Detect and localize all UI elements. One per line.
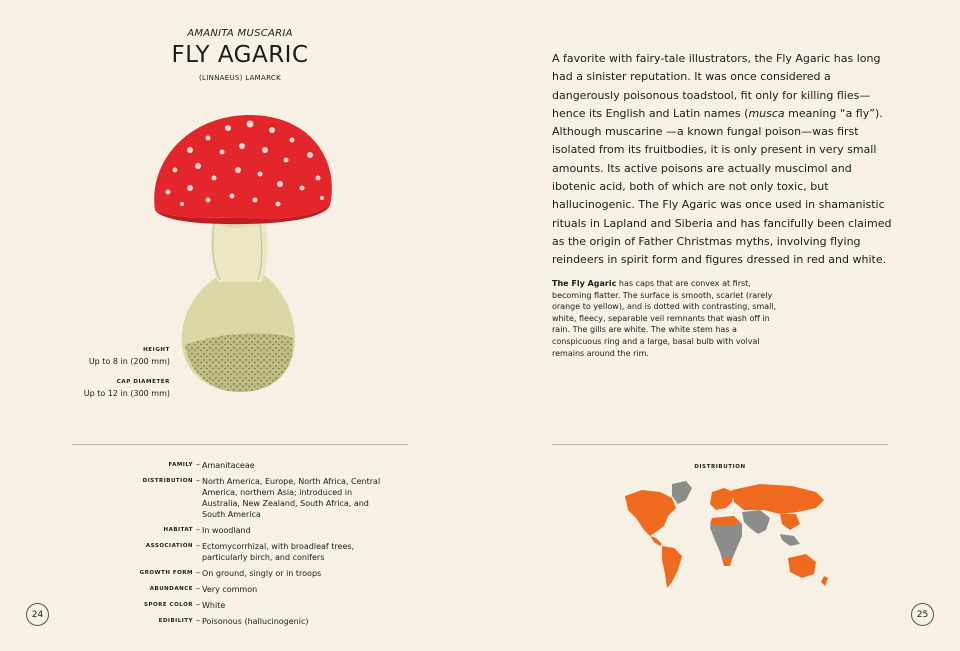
page-number-right: 25: [911, 603, 934, 626]
intro-paragraph: [552, 50, 892, 270]
intro-text-a: A favorite with fairy-tale illustrators, the Fly Agaric has long had a sinister reputation. It was once considered a dangerously poisonous toadstool, fit only for killing flies—hence its English and Latin names (: [552, 52, 881, 120]
fact-key: EDIBILITY: [158, 618, 193, 624]
fact-row-growth-form: [100, 568, 400, 579]
fact-key: SPORE COLOR: [143, 602, 193, 608]
fact-row-family: [100, 460, 400, 471]
world-distribution-map: [620, 478, 835, 593]
fact-key: FAMILY: [168, 462, 193, 468]
fact-value: Very common: [202, 585, 258, 594]
height-label: HEIGHT: [143, 347, 170, 353]
fact-key: ABUNDANCE: [149, 586, 193, 592]
height-value: Up to 8 in (200 mm): [88, 357, 170, 366]
description-text: has caps that are convex at first, becoming flatter. The surface is smooth, scarlet (rarely orange to yellow), and is dotted with contrasting, small, white, fleecy, separable veil remnants that wash off in rain. The gills are white. The white stem has a conspicuous ring and a large, basal bulb with volval remains around the rim.: [552, 279, 777, 358]
intro-text-b: meaning “a fly”). Although muscarine —a known fungal poison—was first isolated from its fruitbodies, it is only present in very small amounts. Its active poisons are actually muscimol and ibotenic acid, both of which are not only toxic, but hallucinogenic. The Fly Agaric was once used in shamanistic rituals in Lapland and Siberia and has fancifully been claimed as the origin of Father Christmas myths, involving flying reindeers in spirit form and figures dressed in red and white.: [552, 106, 892, 267]
right-page: [480, 0, 960, 651]
fact-separator: –: [196, 460, 200, 469]
distribution-label: DISTRIBUTION: [694, 464, 746, 470]
page-number-left: 24: [26, 603, 49, 626]
fact-separator: –: [196, 568, 200, 577]
fact-value: On ground, singly or in troops: [202, 569, 322, 578]
fact-separator: –: [196, 525, 200, 534]
fact-value: Amanitaceae: [202, 461, 255, 470]
fact-row-association: [100, 541, 400, 563]
fact-separator: –: [196, 584, 200, 593]
cap-diameter-measurement: [84, 377, 170, 399]
fact-separator: –: [196, 541, 200, 550]
description-paragraph: [552, 278, 780, 359]
fact-row-abundance: [100, 584, 400, 595]
fact-value: Poisonous (hallucinogenic): [202, 617, 309, 626]
fact-key: ASSOCIATION: [145, 543, 193, 549]
fact-separator: –: [196, 616, 200, 625]
authority: (LINNAEUS) LAMARCK: [199, 74, 281, 82]
intro-latin-word: musca: [748, 106, 785, 120]
fact-row-edibility: [100, 616, 400, 627]
height-measurement: [89, 345, 170, 367]
cap-diameter-value: Up to 12 in (300 mm): [83, 389, 170, 398]
fact-separator: –: [196, 476, 200, 485]
fact-value: North America, Europe, North Africa, Central America, northern Asia; introduced in Australia, New Zealand, South Africa, and South America: [202, 477, 381, 519]
cap-diameter-label: CAP DIAMETER: [116, 379, 170, 385]
fact-row-distribution: [100, 476, 400, 520]
species-latin-name: AMANITA MUSCARIA: [187, 28, 293, 39]
fact-value: Ectomycorrhizal, with broadleaf trees, particularly birch, and conifers: [202, 542, 355, 562]
fact-row-habitat: [100, 525, 400, 536]
description-subject: The Fly Agaric: [552, 279, 617, 288]
fact-value: In woodland: [202, 526, 251, 535]
divider: [552, 444, 888, 445]
page-title: FLY AGARIC: [171, 42, 309, 68]
fact-key: GROWTH FORM: [139, 570, 193, 576]
fact-key: DISTRIBUTION: [142, 478, 193, 484]
fact-value: White: [202, 601, 226, 610]
fact-list: [100, 460, 400, 632]
fact-key: HABITAT: [163, 527, 193, 533]
fact-row-spore-color: [100, 600, 400, 611]
fact-separator: –: [196, 600, 200, 609]
divider: [72, 444, 408, 445]
